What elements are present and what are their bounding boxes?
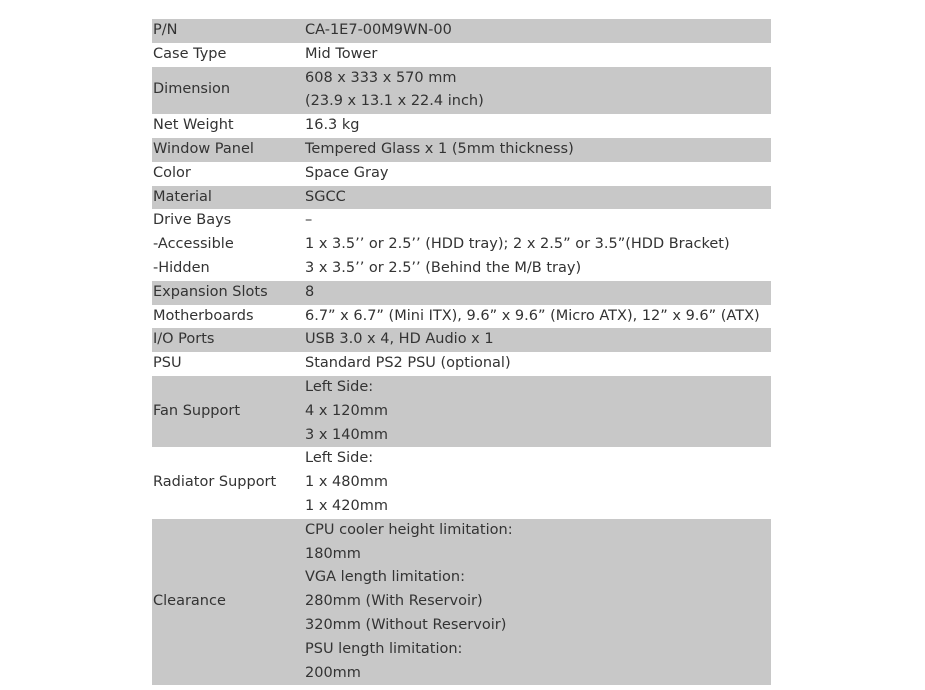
spec-label: P/N: [153, 22, 178, 38]
spec-label: Clearance: [153, 593, 226, 610]
spec-value: [305, 43, 771, 67]
spec-row: [152, 281, 771, 305]
spec-value: [305, 376, 771, 447]
spec-row: [152, 186, 771, 210]
spec-value-line: VGA length limitation:: [305, 569, 465, 586]
spec-value: [305, 281, 771, 305]
spec-row: [152, 447, 771, 518]
spec-value-line: (23.9 x 13.1 x 22.4 inch): [305, 93, 484, 110]
spec-value-line: 4 x 120mm: [305, 402, 388, 419]
spec-row: [152, 519, 771, 686]
spec-value: [305, 67, 771, 115]
spec-row: [152, 19, 771, 43]
spec-value-line: Standard PS2 PSU (optional): [305, 355, 511, 372]
spec-value: [305, 447, 771, 518]
spec-value-line: 320mm (Without Reservoir): [305, 616, 507, 633]
spec-value: [305, 114, 771, 138]
spec-value-line: 8: [305, 283, 315, 300]
spec-value-line: 280mm (With Reservoir): [305, 593, 483, 610]
spec-row: [152, 138, 771, 162]
spec-value-line: 1 x 480mm: [305, 474, 388, 491]
spec-label: Material: [153, 188, 212, 205]
spec-value: [305, 186, 771, 210]
spec-value-line: 1 x 3.5’’ or 2.5’’ (HDD tray); 2 x 2.5” or 3.5”(HDD Bracket): [305, 236, 730, 253]
spec-label: Fan Support: [153, 402, 241, 419]
spec-value-line: Left Side:: [305, 450, 374, 467]
spec-row: [152, 376, 771, 447]
spec-value-line: 16.3 kg: [305, 117, 360, 134]
spec-label: Drive Bays: [153, 212, 232, 229]
spec-label: Color: [153, 164, 191, 181]
spec-value: [305, 328, 771, 352]
spec-value-line: CPU cooler height limitation:: [305, 521, 513, 538]
spec-row: [152, 114, 771, 138]
spec-value: [305, 519, 771, 686]
spec-label: I/O Ports: [153, 331, 215, 348]
spec-value-line: Mid Tower: [305, 45, 378, 62]
spec-row: [152, 67, 771, 115]
spec-label: Net Weight: [153, 117, 234, 134]
spec-label: Motherboards: [153, 307, 254, 324]
spec-value-line: 3 x 140mm: [305, 426, 388, 443]
spec-row: [152, 328, 771, 352]
spec-row: [152, 43, 771, 67]
spec-value: [305, 138, 771, 162]
spec-row: [152, 162, 771, 186]
spec-label: Expansion Slots: [153, 283, 268, 300]
spec-value-line: CA-1E7-00M9WN-00: [305, 22, 452, 38]
spec-label: -Hidden: [153, 259, 210, 276]
spec-value-line: Left Side:: [305, 378, 374, 395]
spec-value-line: 6.7” x 6.7” (Mini ITX), 9.6” x 9.6” (Micro ATX), 12” x 9.6” (ATX): [305, 307, 760, 324]
spec-label: Case Type: [153, 45, 227, 62]
spec-value: [305, 162, 771, 186]
spec-value-line: 3 x 3.5’’ or 2.5’’ (Behind the M/B tray): [305, 259, 582, 276]
spec-value: [305, 257, 771, 281]
spec-label: PSU: [153, 355, 182, 372]
spec-value: [305, 209, 771, 233]
spec-value-line: 1 x 420mm: [305, 497, 388, 514]
spec-table: [152, 19, 771, 685]
spec-row: [152, 257, 771, 281]
spec-value-line: Space Gray: [305, 164, 389, 181]
spec-label: Window Panel: [153, 140, 254, 157]
spec-value-line: 180mm: [305, 545, 361, 562]
spec-value-line: Tempered Glass x 1 (5mm thickness): [305, 140, 574, 157]
spec-value: [305, 352, 771, 376]
spec-value-line: 608 x 333 x 570 mm: [305, 69, 457, 86]
spec-value-line: PSU length limitation:: [305, 640, 463, 657]
spec-value: [305, 305, 771, 329]
spec-label: Dimension: [153, 81, 231, 98]
spec-value-line: 200mm: [305, 664, 361, 681]
spec-row: [152, 209, 771, 233]
spec-label: Radiator Support: [153, 474, 277, 491]
spec-row: [152, 352, 771, 376]
spec-label: -Accessible: [153, 236, 234, 253]
spec-value-line: –: [305, 212, 313, 229]
spec-row: [152, 305, 771, 329]
spec-value-line: USB 3.0 x 4, HD Audio x 1: [305, 331, 494, 348]
spec-value: [305, 19, 771, 43]
spec-row: [152, 233, 771, 257]
spec-value-line: SGCC: [305, 188, 346, 205]
spec-value: [305, 233, 771, 257]
